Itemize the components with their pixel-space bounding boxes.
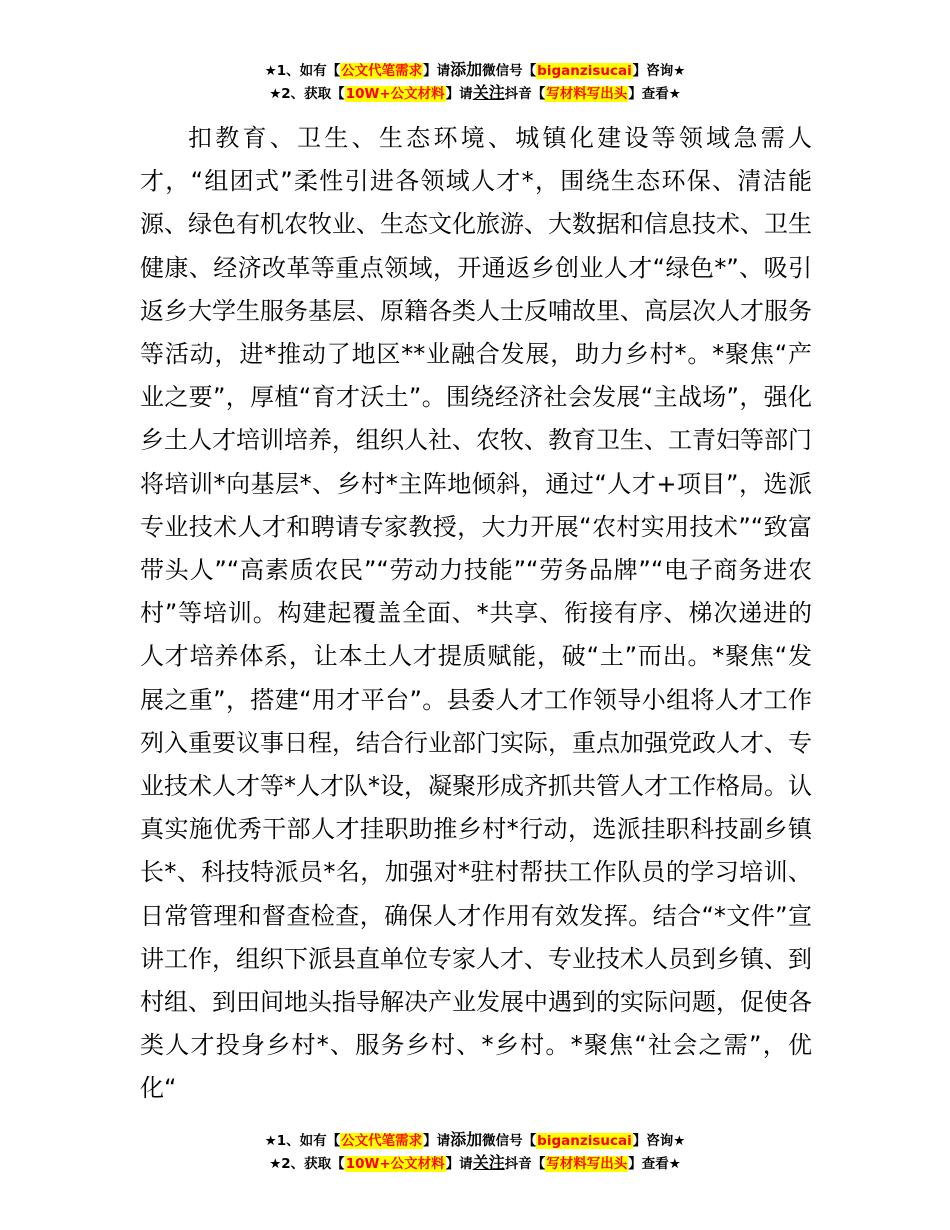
footer-highlight-douyin-account: 写材料写出头: [546, 1156, 628, 1172]
footer-banner: [0, 1129, 950, 1175]
banner-line-2: ★2、获取【10W+公文材料】请关注抖音【写材料写出头】查看★: [269, 83, 681, 102]
document-body-paragraph: 扣教育、卫生、生态环境、城镇化建设等领域急需人才，“组团式”柔性引进各领域人才*，围绕生态环保、清洁能源、绿色有机农牧业、生态文化旅游、大数据和信息技术、卫生健康、经济改革等重点领域，开通返乡创业人才“绿色*”、吸引返乡大学生服务基层、原籍各类人士反哺故里、高层次人才服务等活动，进*推动了地区**业融合发展，助力乡村*。*聚焦“产业之要”，厚植“育才沃土”。围绕经济社会发展“主战场”，强化乡土人才培训培养，组织人社、农牧、教育卫生、工青妇等部门将培训*向基层*、乡村*主阵地倾斜，通过“人才+项目”，选派专业技术人才和聘请专家教授，大力开展“农村实用技术”“致富带头人”“高素质农民”“劳动力技能”“劳务品牌”“电子商务进农村”等培训。构建起覆盖全面、*共享、衔接有序、梯次递进的人才培养体系，让本土人才提质赋能，破“土”而出。*聚焦“发展之重”，搭建“用才平台”。县委人才工作领导小组将人才工作列入重要议事日程，结合行业部门实际，重点加强党政人才、专业技术人才等*人才队*设，凝聚形成齐抓共管人才工作格局。认真实施优秀干部人才挂职助推乡村*行动，选派挂职科技副乡镇长*、科技特派员*名，加强对*驻村帮扶工作队员的学习培训、日常管理和督查检查，确保人才作用有效发挥。结合“*文件”宣讲工作，组织下派县直单位专家人才、专业技术人员到乡镇、到村组、到田间地头指导解决产业发展中遇到的实际问题，促使各类人才投身乡村*、服务乡村、*乡村。*聚焦“社会之需”，优化“: [140, 124, 812, 1103]
header-banner: [0, 59, 950, 105]
footer-highlight-service: 公文代笔需求: [341, 1133, 423, 1149]
highlight-materials: 10W+公文材料: [345, 86, 445, 102]
footer-banner-line-1: ★1、如有【公文代笔需求】请添加微信号【biganzisucai】咨询★: [264, 1130, 686, 1149]
footer-banner-line-2: ★2、获取【10W+公文材料】请关注抖音【写材料写出头】查看★: [269, 1153, 681, 1172]
highlight-wechat-id: biganzisucai: [537, 63, 632, 79]
highlight-douyin-account: 写材料写出头: [546, 86, 628, 102]
footer-highlight-wechat-id: biganzisucai: [537, 1133, 632, 1149]
banner-line-1: ★1、如有【公文代笔需求】请添加微信号【biganzisucai】咨询★: [264, 60, 686, 79]
footer-highlight-materials: 10W+公文材料: [345, 1156, 445, 1172]
highlight-service: 公文代笔需求: [341, 63, 423, 79]
